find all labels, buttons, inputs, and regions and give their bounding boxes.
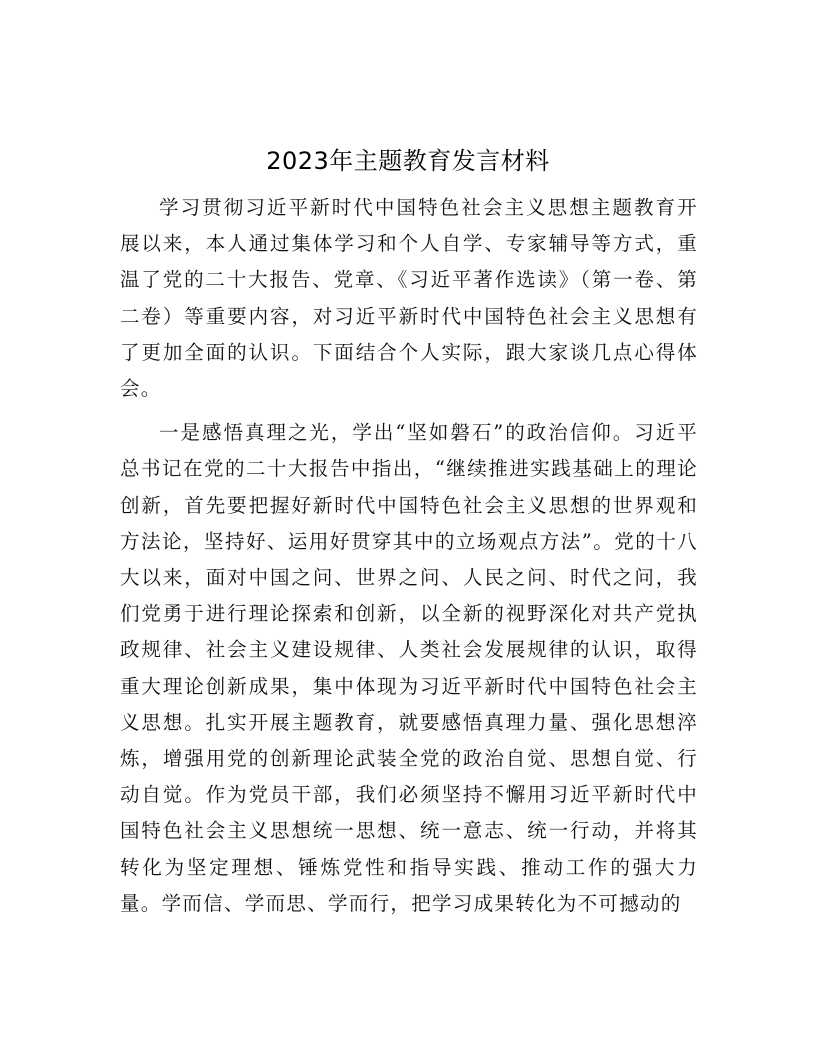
document-body [120,190,698,922]
paragraph-intro: 学习贯彻习近平新时代中国特色社会主义思想主题教育开展以来，本人通过集体学习和个人自学、专家辅导等方式，重温了党的二十大报告、党章、《习近平著作选读》（第一卷、第二卷）等重要内容，对习近平新时代中国特色社会主义思想有了更加全面的认识。下面结合个人实际，跟大家谈几点心得体会。 [120,196,698,401]
paragraph-point-one: 一是感悟真理之光，学出“坚如磐石”的政治信仰。习近平总书记在党的二十大报告中指出，“继续推进实践基础上的理论创新，首先要把握好新时代中国特色社会主义思想的世界观和方法论，坚持好、运用好贯穿其中的立场观点方法”。党的十八大以来，面对中国之问、世界之问、人民之问、时代之问，我们党勇于进行理论探索和创新，以全新的视野深化对共产党执政规律、社会主义建设规律、人类社会发展规律的认识，取得重大理论创新成果，集中体现为习近平新时代中国特色社会主义思想。扎实开展主题教育，就要感悟真理力量、强化思想淬炼，增强用党的创新理论武装全党的政治自觉、思想自觉、行动自觉。作为党员干部，我们必须坚持不懈用习近平新时代中国特色社会主义思想统一思想、统一意志、统一行动，并将其转化为坚定理想、锤炼党性和指导实践、推动工作的强大力量。学而信、学而思、学而行，把学习成果转化为不可撼动的 [120,421,698,915]
document-title: 2023年主题教育发言材料 [266,147,550,175]
